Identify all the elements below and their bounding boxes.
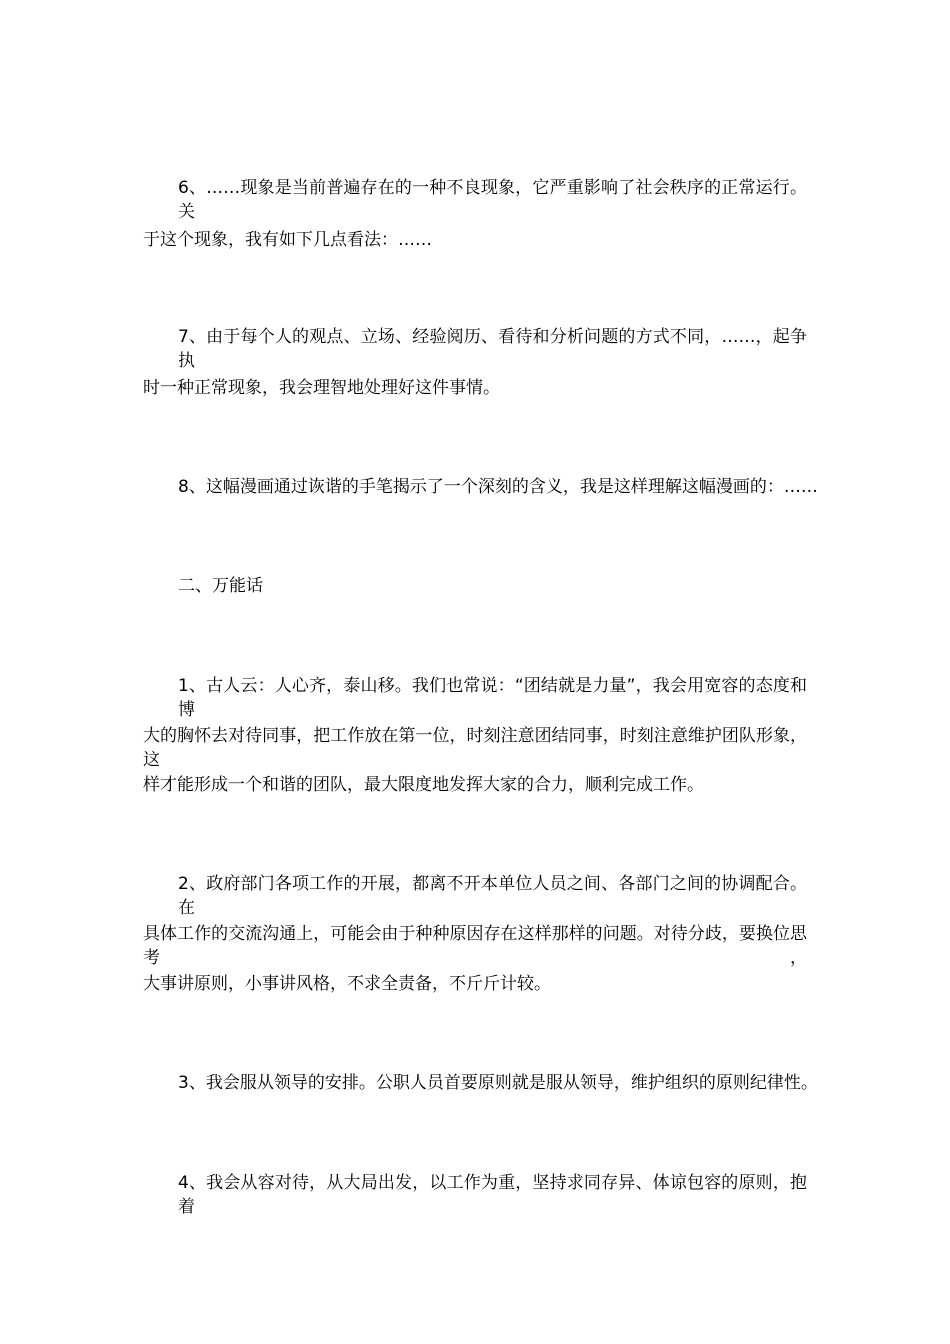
text-line: 大的胸怀去对待同事，把工作放在第一位，时刻注意团结同事，时刻注意维护团队形象，这 — [143, 726, 807, 770]
text-line: 大事讲原则，小事讲风格，不求全责备，不斤斤计较。 — [143, 974, 551, 994]
text-line: 6、……现象是当前普遍存在的一种不良现象，它严重影响了社会秩序的正常运行。关 — [178, 178, 807, 222]
text-line: 8、这幅漫画通过诙谐的手笔揭示了一个深刻的含义，我是这样理解这幅漫画的：…… — [178, 477, 818, 497]
text-line: 7、由于每个人的观点、立场、经验阅历、看待和分析问题的方式不同，……，起争执 — [178, 327, 807, 371]
text-line: 样才能形成一个和谐的团队，最大限度地发挥大家的合力，顺利完成工作。 — [143, 775, 704, 795]
section-title: 二、万能话 — [178, 576, 263, 596]
text-line: 4、我会从容对待，从大局出发，以工作为重，坚持求同存异、体谅包容的原则，抱着 — [178, 1173, 807, 1217]
text-line: 3、我会服从领导的安排。公职人员首要原则就是服从领导，维护组织的原则纪律性。 — [178, 1073, 818, 1093]
text-line: 1、古人云：人心齐，泰山移。我们也常说：“团结就是力量”，我会用宽容的态度和博 — [178, 676, 807, 720]
text-line: 具体工作的交流沟通上，可能会由于种种原因存在这样那样的问题。对待分歧，要换位思考， — [143, 924, 807, 968]
text-line: 2、政府部门各项工作的开展，都离不开本单位人员之间、各部门之间的协调配合。在 — [178, 874, 807, 918]
text-line: 时一种正常现象，我会理智地处理好这件事情。 — [143, 378, 500, 398]
text-line: 于这个现象，我有如下几点看法：…… — [143, 230, 432, 250]
